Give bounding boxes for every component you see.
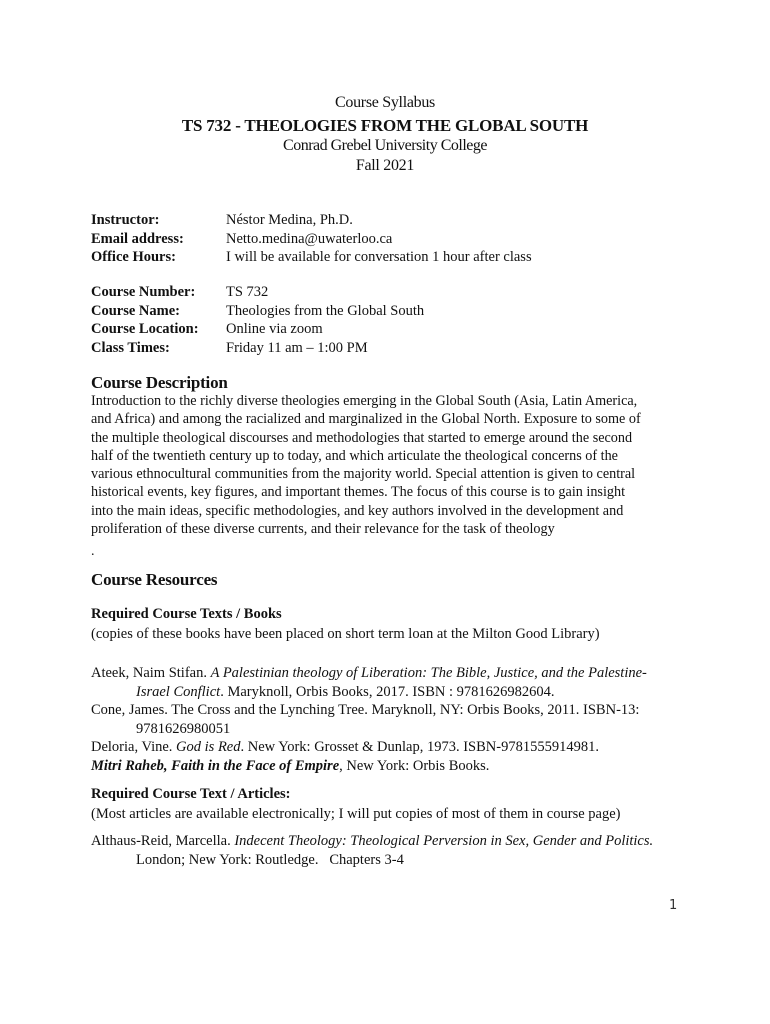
course-title: TS 732 - THEOLOGIES FROM THE GLOBAL SOUTH — [181, 116, 589, 135]
articles-heading: Required Course Text / Articles: — [91, 786, 291, 802]
ref-title: Israel Conflict — [136, 683, 221, 700]
book-entry-ateek-cont — [91, 683, 691, 702]
college-name: Conrad Grebel University College — [283, 137, 487, 154]
description-line: and Africa) and among the racialized and marginalized in the Global North. Exposure to some of — [91, 411, 641, 428]
instructor-info — [91, 211, 532, 267]
document-type: Course Syllabus — [335, 94, 435, 111]
description-line: half of the twentieth century up to today, and which articulate the theological concerns of the — [91, 447, 618, 464]
term: Fall 2021 — [355, 157, 415, 174]
info-label: Instructor: — [91, 212, 160, 228]
info-row-course-name — [91, 302, 424, 321]
info-value: Friday 11 am – 1:00 PM — [226, 340, 368, 357]
book-entry-cone: Cone, James. The Cross and the Lynching Tree. Maryknoll, NY: Orbis Books, 2011. ISBN-13: — [91, 702, 640, 718]
description-line: proliferation of these diverse currents, and their relevance for the task of theology — [91, 521, 555, 538]
book-list — [91, 664, 691, 775]
email-link[interactable]: Netto.medina@uwaterloo.ca — [226, 230, 393, 247]
info-row-course-location — [91, 320, 424, 339]
ref-author: Althaus-Reid, Marcella. — [91, 833, 235, 849]
book-entry-ateek — [91, 664, 691, 683]
ref-title: God is Red — [176, 739, 241, 755]
info-row-email — [91, 230, 532, 249]
info-value: Online via zoom — [226, 321, 323, 338]
page-number: 1 — [669, 898, 678, 913]
info-label: Course Name: — [91, 302, 180, 319]
info-label: Office Hours: — [91, 249, 176, 266]
ref-publication: , New York: Orbis Books. — [339, 757, 490, 774]
info-row-instructor — [91, 211, 532, 230]
article-entry-althaus-reid-cont: London; New York: Routledge. Chapters 3-4 — [136, 851, 404, 868]
description-line: into the main ideas, specific methodologies, and key authors involved in the development and — [91, 502, 624, 519]
ref-publication: . New York: Grosset & Dunlap, 1973. ISBN-9781555914981. — [240, 739, 599, 755]
articles-note: (Most articles are available electronically; I will put copies of most of them in course page) — [91, 806, 621, 822]
ref-title: A Palestinian theology of Liberation: The Bible, Justice, and the Palestine- — [210, 665, 647, 681]
article-list — [91, 832, 691, 869]
info-label: Course Location: — [91, 321, 199, 338]
books-note: (copies of these books have been placed on short term loan at the Milton Good Library) — [91, 626, 600, 642]
info-label: Class Times: — [91, 340, 170, 357]
info-value: TS 732 — [226, 284, 269, 300]
article-entry-althaus-reid — [91, 832, 691, 851]
description-line: various ethnocultural communities from the majority world. Special attention is given to central — [91, 466, 636, 483]
ref-title: Faith in the Face of Empire — [171, 757, 340, 774]
ref-author: Mitri Raheb, — [91, 757, 172, 774]
book-entry-raheb — [91, 757, 691, 776]
info-row-office-hours — [91, 248, 532, 267]
ref-author: Deloria, Vine. — [91, 739, 177, 755]
info-row-class-times — [91, 339, 424, 358]
info-row-course-number — [91, 283, 424, 302]
info-value: Theologies from the Global South — [226, 302, 425, 319]
ref-publication: . Maryknoll, Orbis Books, 2017. ISBN : 9781626982604. — [220, 683, 555, 700]
description-line: the multiple theological discourses and methodologies that started to emerge around the second — [91, 429, 633, 446]
description-text — [91, 392, 691, 538]
ref-author: Ateek, Naim Stifan. — [91, 665, 211, 681]
books-heading: Required Course Texts / Books — [91, 606, 282, 622]
book-entry-cone-cont: 9781626980051 — [136, 720, 231, 737]
info-value: Néstor Medina, Ph.D. — [226, 212, 353, 228]
info-label: Email address: — [91, 230, 184, 247]
info-value: I will be available for conversation 1 hour after class — [226, 249, 532, 266]
book-entry-deloria — [91, 738, 691, 757]
resources-heading: Course Resources — [91, 570, 218, 589]
ref-title: Indecent Theology: Theological Perversion in Sex, Gender and Politics. — [234, 833, 654, 849]
description-line: historical events, key figures, and important themes. The focus of this course is to gain insight — [91, 484, 626, 501]
description-heading: Course Description — [91, 373, 228, 392]
info-label: Course Number: — [91, 284, 196, 300]
trailing-period: . — [91, 544, 95, 559]
course-info — [91, 283, 424, 358]
description-line: Introduction to the richly diverse theologies emerging in the Global South (Asia, Latin America, — [91, 393, 638, 409]
